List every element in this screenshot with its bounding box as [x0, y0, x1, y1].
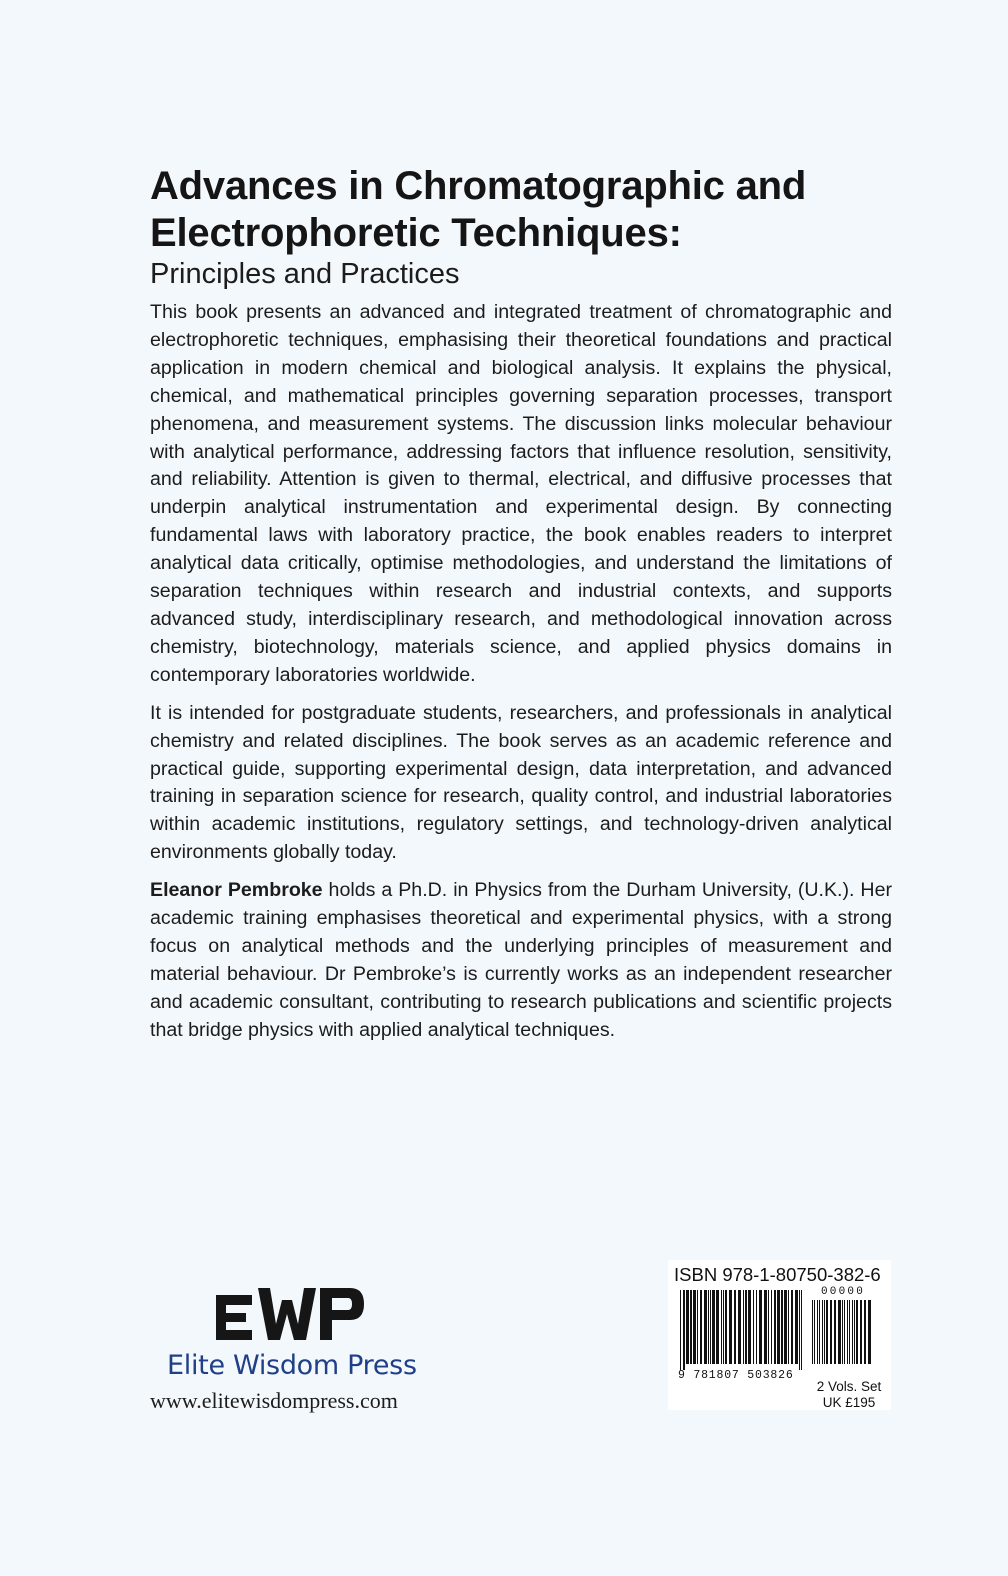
isbn-label: ISBN 978-1-80750-382-6 — [674, 1264, 881, 1285]
set-label: 2 Vols. Set — [816, 1379, 882, 1394]
ewp-logo-icon — [216, 1288, 364, 1340]
book-subtitle: Principles and Practices — [150, 258, 460, 290]
description-paragraph-2: It is intended for postgraduate students, researchers, and professionals in analytical chemistry and related disciplines. The book serves as an academic reference and practical guide, supporting experimental design, data interpretation, and advanced training in separation science for research, quality control, and industrial laboratories within academic institutions, regulatory settings, and technology-driven analytical environments globally today. — [150, 701, 892, 864]
description-paragraph-1: This book presents an advanced and integrated treatment of chromatographic and electrophoretic techniques, emphasising their theoretical foundations and practical application in modern chemical and biological analysis. It explains the physical, chemical, and mathematical principles governing separation processes, transport phenomena, and measurement systems. The discussion links molecular behaviour with analytical performance, addressing factors that influence resolution, sensitivity, and reliability. Attention is given to thermal, electrical, and diffusive processes that underpin analytical instrumentation and experimental design. By connecting fundamental laws with laboratory practice, the book enables readers to interpret analytical data critically, optimise methodologies, and understand the limitations of separation techniques within research and industrial contexts, and supports advanced study, interdisciplinary research, and methodological innovation across chemistry, biotechnology, materials science, and applied physics domains in contemporary laboratories worldwide. — [150, 301, 892, 686]
author-bio — [150, 877, 892, 1044]
back-cover-text — [150, 163, 892, 1055]
barcode-addon-icon — [812, 1300, 874, 1370]
book-title — [150, 163, 892, 257]
publisher-website[interactable]: www.elitewisdompress.com — [150, 1388, 398, 1413]
barcode-addon-digits: 00000 — [821, 1286, 866, 1298]
isbn-barcode-block — [668, 1260, 891, 1410]
book-title-line-2: Electrophoretic Techniques: — [150, 211, 682, 255]
book-title-line-1: Advances in Chromatographic and — [150, 164, 807, 208]
price-label: UK £195 — [822, 1395, 876, 1410]
barcode-digits: 9 781807 503826 — [678, 1369, 794, 1382]
author-name: Eleanor Pembroke — [150, 879, 323, 902]
publisher-name: Elite Wisdom Press — [167, 1350, 417, 1381]
author-bio-text: holds a Ph.D. in Physics from the Durham University, (U.K.). Her academic training emphasises theoretical and experimental physics, with a strong focus on analytical methods and the underlying principles of measurement and material behaviour. Dr Pembroke’s is currently works as an independent researcher and academic consultant, contributing to research publications and scientific projects that bridge physics with applied analytical techniques. — [150, 879, 893, 1041]
publisher-logo — [216, 1288, 364, 1345]
barcode-icon — [680, 1290, 804, 1370]
